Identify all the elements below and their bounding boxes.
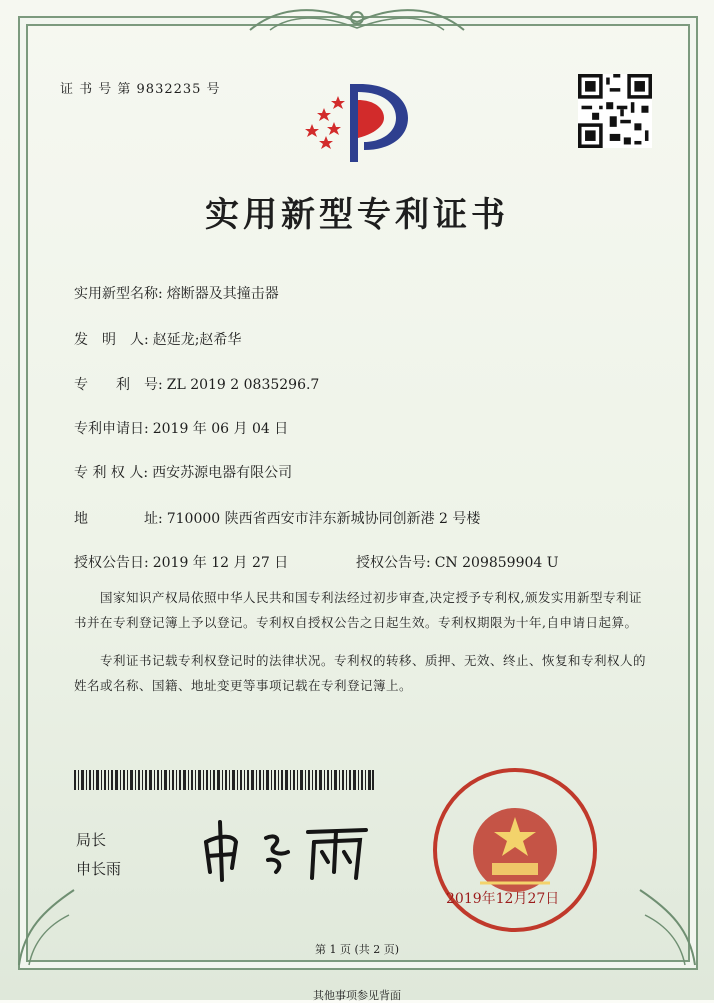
field-label: 授权公告日: <box>74 555 149 571</box>
field-value: 2019 年 12 月 27 日 <box>152 555 289 571</box>
field-value: CN 209859904 U <box>434 555 559 571</box>
field-label: 地 址: <box>74 511 163 527</box>
page-number: 第 1 页 (共 2 页) <box>314 943 400 956</box>
director-title: 局长 <box>76 831 107 849</box>
field-value: ZL 2019 2 0835296.7 <box>166 377 320 393</box>
field-value: 西安苏源电器有限公司 <box>152 465 293 481</box>
top-ornament <box>240 0 474 40</box>
field-grant-announcement-number <box>356 552 559 572</box>
legal-status-paragraph: 专利证书记载专利权登记时的法律状况。专利权的转移、质押、无效、终止、恢复和专利权人的姓名或名称、国籍、地址变更等事项记载在专利登记簿上。 <box>74 653 647 693</box>
director-name: 申长雨 <box>76 860 122 878</box>
field-value: 710000 陕西省西安市沣东新城协同创新港 2 号楼 <box>166 511 481 527</box>
official-seal-icon <box>430 765 600 935</box>
patent-office-emblem-icon <box>304 78 416 164</box>
barcode-icon <box>74 770 374 790</box>
field-label: 专 利 权 人: <box>74 465 149 481</box>
seal-date: 2019年12月27日 <box>446 891 560 907</box>
field-value: 赵延龙;赵希华 <box>152 332 242 348</box>
field-label: 专利申请日: <box>74 421 149 437</box>
field-value: 熔断器及其撞击器 <box>166 286 279 302</box>
field-application-date <box>74 418 288 438</box>
field-value: 2019 年 06 月 04 日 <box>152 421 289 437</box>
field-label: 实用新型名称: <box>74 286 163 302</box>
grant-statement-paragraph: 国家知识产权局依照中华人民共和国专利法经过初步审查,决定授予专利权,颁发实用新型专利证书并在专利登记簿上予以登记。专利权自授权公告之日起生效。专利权期限为十年,自申请日起算。 <box>74 590 642 630</box>
field-inventor <box>74 329 241 349</box>
qr-code-icon <box>578 74 652 148</box>
certificate-title: 实用新型专利证书 <box>205 195 509 235</box>
field-label: 专 利 号: <box>74 377 163 393</box>
director-signature <box>196 812 376 884</box>
field-utility-model-name <box>74 283 279 303</box>
field-address <box>74 508 480 528</box>
footer-note: 其他事项参见背面 <box>313 989 401 1002</box>
field-label: 授权公告号: <box>356 555 431 571</box>
field-label: 发 明 人: <box>74 332 149 348</box>
field-grant-announcement-date <box>74 552 288 572</box>
field-patentee <box>74 462 292 482</box>
certificate-number: 证 书 号 第 9832235 号 <box>60 82 221 97</box>
field-patent-number <box>74 374 319 394</box>
